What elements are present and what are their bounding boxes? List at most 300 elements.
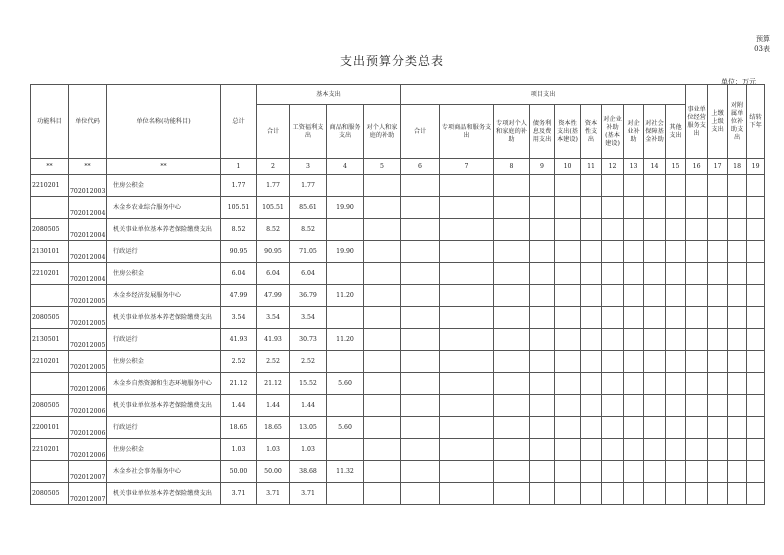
empty-cell	[401, 241, 440, 263]
empty-cell	[624, 351, 644, 373]
empty-cell	[686, 395, 708, 417]
serial-cell: 5	[364, 159, 401, 175]
empty-cell	[555, 351, 581, 373]
empty-cell	[747, 329, 765, 351]
unit-name-cell: 机关事业单位基本养老保险缴费支出	[107, 483, 221, 505]
empty-cell	[644, 241, 666, 263]
empty-cell	[666, 417, 686, 439]
goods-services-cell	[327, 307, 364, 329]
empty-cell	[494, 483, 530, 505]
header-total: 总计	[221, 85, 257, 159]
total-cell: 47.99	[221, 285, 257, 307]
unit-name-cell: 机关事业单位基本养老保险缴费支出	[107, 307, 221, 329]
empty-cell	[708, 373, 728, 395]
serial-cell: 2	[257, 159, 290, 175]
total-cell: 90.95	[221, 241, 257, 263]
empty-cell	[708, 307, 728, 329]
goods-services-cell: 11.20	[327, 329, 364, 351]
empty-cell	[624, 241, 644, 263]
header-func-code: 功能科目	[31, 85, 69, 159]
header-project-8: 对社会保障基金补助	[644, 105, 666, 159]
empty-cell	[401, 373, 440, 395]
empty-cell	[686, 417, 708, 439]
empty-cell	[530, 175, 555, 197]
header-tail-2: 对附属单位补助支出	[728, 85, 747, 159]
empty-cell	[494, 351, 530, 373]
serial-cell: **	[107, 159, 221, 175]
unit-code-cell: 702012006	[69, 417, 107, 439]
unit-code-cell: 702012007	[69, 461, 107, 483]
unit-code-cell: 702012005	[69, 285, 107, 307]
func-code-cell: 2080505	[31, 219, 69, 241]
unit-code-cell: 702012003	[69, 175, 107, 197]
empty-cell	[364, 417, 401, 439]
empty-cell	[624, 175, 644, 197]
unit-code-cell: 702012004	[69, 219, 107, 241]
serial-cell: 4	[327, 159, 364, 175]
empty-cell	[728, 483, 747, 505]
empty-cell	[747, 373, 765, 395]
total-cell: 3.71	[221, 483, 257, 505]
table-row	[31, 373, 765, 395]
serial-cell: 12	[602, 159, 624, 175]
goods-services-cell: 5.60	[327, 417, 364, 439]
empty-cell	[581, 197, 602, 219]
empty-cell	[666, 329, 686, 351]
empty-cell	[624, 219, 644, 241]
empty-cell	[440, 285, 494, 307]
empty-cell	[602, 461, 624, 483]
table-row	[31, 351, 765, 373]
empty-cell	[644, 395, 666, 417]
expenditure-table	[30, 84, 765, 505]
empty-cell	[728, 439, 747, 461]
empty-cell	[666, 219, 686, 241]
salary-cell: 8.52	[290, 219, 327, 241]
empty-cell	[364, 395, 401, 417]
table-row	[31, 263, 765, 285]
func-code-cell: 2130101	[31, 241, 69, 263]
unit-code-cell: 702012005	[69, 307, 107, 329]
empty-cell	[747, 351, 765, 373]
func-code-cell: 2210201	[31, 351, 69, 373]
goods-services-cell: 5.60	[327, 373, 364, 395]
table-row	[31, 417, 765, 439]
table-body	[31, 175, 765, 505]
unit-name-cell: 行政运行	[107, 417, 221, 439]
func-code-cell	[31, 461, 69, 483]
header-project-2: 专项对个人和家庭的补助	[494, 105, 530, 159]
func-code-cell: 2080505	[31, 307, 69, 329]
empty-cell	[364, 241, 401, 263]
unit-name-cell: 木金乡经济发展服务中心	[107, 285, 221, 307]
empty-cell	[708, 351, 728, 373]
func-code-cell: 2210201	[31, 439, 69, 461]
func-code-cell: 2080505	[31, 483, 69, 505]
empty-cell	[708, 241, 728, 263]
empty-cell	[530, 197, 555, 219]
unit-label: 单位：万元	[721, 78, 756, 86]
empty-cell	[747, 461, 765, 483]
unit-name-cell: 行政运行	[107, 241, 221, 263]
serial-cell: 3	[290, 159, 327, 175]
empty-cell	[401, 439, 440, 461]
empty-cell	[644, 175, 666, 197]
table-row	[31, 329, 765, 351]
header-tail-3: 结转下年	[747, 85, 765, 159]
empty-cell	[728, 351, 747, 373]
empty-cell	[494, 307, 530, 329]
empty-cell	[581, 351, 602, 373]
empty-cell	[602, 373, 624, 395]
unit-name-cell: 机关事业单位基本养老保险缴费支出	[107, 395, 221, 417]
empty-cell	[686, 351, 708, 373]
salary-cell: 1.44	[290, 395, 327, 417]
empty-cell	[530, 395, 555, 417]
empty-cell	[364, 175, 401, 197]
salary-cell: 71.05	[290, 241, 327, 263]
header-project-4: 资本性支出(基本建设)	[555, 105, 581, 159]
empty-cell	[686, 373, 708, 395]
basic-total-cell: 2.52	[257, 351, 290, 373]
empty-cell	[666, 197, 686, 219]
empty-cell	[747, 417, 765, 439]
empty-cell	[728, 373, 747, 395]
empty-cell	[602, 219, 624, 241]
unit-code-cell: 702012004	[69, 241, 107, 263]
salary-cell: 3.71	[290, 483, 327, 505]
table-row	[31, 483, 765, 505]
empty-cell	[708, 285, 728, 307]
empty-cell	[494, 175, 530, 197]
empty-cell	[581, 175, 602, 197]
empty-cell	[644, 351, 666, 373]
empty-cell	[602, 285, 624, 307]
empty-cell	[530, 329, 555, 351]
empty-cell	[602, 263, 624, 285]
empty-cell	[728, 197, 747, 219]
empty-cell	[666, 439, 686, 461]
empty-cell	[602, 241, 624, 263]
total-cell: 50.00	[221, 461, 257, 483]
salary-cell: 1.77	[290, 175, 327, 197]
table-row	[31, 197, 765, 219]
empty-cell	[440, 175, 494, 197]
empty-cell	[644, 483, 666, 505]
empty-cell	[555, 461, 581, 483]
serial-cell: 11	[581, 159, 602, 175]
empty-cell	[555, 373, 581, 395]
empty-cell	[440, 329, 494, 351]
empty-cell	[401, 483, 440, 505]
empty-cell	[555, 175, 581, 197]
func-code-cell: 2210201	[31, 175, 69, 197]
empty-cell	[747, 219, 765, 241]
serial-cell: 17	[708, 159, 728, 175]
basic-total-cell: 47.99	[257, 285, 290, 307]
basic-total-cell: 3.71	[257, 483, 290, 505]
empty-cell	[555, 483, 581, 505]
func-code-cell	[31, 373, 69, 395]
empty-cell	[555, 329, 581, 351]
salary-cell: 3.54	[290, 307, 327, 329]
basic-total-cell: 1.44	[257, 395, 290, 417]
empty-cell	[644, 219, 666, 241]
empty-cell	[644, 461, 666, 483]
corner-line2: 03表	[754, 45, 770, 53]
empty-cell	[440, 461, 494, 483]
empty-cell	[401, 175, 440, 197]
empty-cell	[555, 219, 581, 241]
empty-cell	[364, 461, 401, 483]
empty-cell	[686, 307, 708, 329]
empty-cell	[747, 197, 765, 219]
empty-cell	[555, 307, 581, 329]
empty-cell	[555, 285, 581, 307]
salary-cell: 85.61	[290, 197, 327, 219]
empty-cell	[364, 197, 401, 219]
header-unit-code: 单位代码	[69, 85, 107, 159]
basic-total-cell: 41.93	[257, 329, 290, 351]
empty-cell	[440, 483, 494, 505]
empty-cell	[401, 461, 440, 483]
page-title: 支出预算分类总表	[339, 54, 444, 68]
salary-cell: 38.68	[290, 461, 327, 483]
empty-cell	[624, 329, 644, 351]
serial-cell: 15	[666, 159, 686, 175]
empty-cell	[440, 307, 494, 329]
goods-services-cell: 11.32	[327, 461, 364, 483]
empty-cell	[364, 483, 401, 505]
serial-cell: 10	[555, 159, 581, 175]
empty-cell	[747, 307, 765, 329]
empty-cell	[728, 307, 747, 329]
header-basic-0: 合计	[257, 105, 290, 159]
empty-cell	[581, 417, 602, 439]
empty-cell	[708, 263, 728, 285]
total-cell: 2.52	[221, 351, 257, 373]
empty-cell	[555, 439, 581, 461]
empty-cell	[644, 373, 666, 395]
unit-code-cell: 702012006	[69, 439, 107, 461]
empty-cell	[494, 197, 530, 219]
empty-cell	[440, 417, 494, 439]
empty-cell	[494, 395, 530, 417]
empty-cell	[494, 373, 530, 395]
serial-row	[31, 159, 765, 175]
serial-cell: **	[69, 159, 107, 175]
empty-cell	[401, 395, 440, 417]
empty-cell	[440, 197, 494, 219]
empty-cell	[624, 285, 644, 307]
table-row	[31, 241, 765, 263]
basic-total-cell: 21.12	[257, 373, 290, 395]
empty-cell	[644, 263, 666, 285]
empty-cell	[401, 417, 440, 439]
empty-cell	[530, 241, 555, 263]
empty-cell	[708, 461, 728, 483]
empty-cell	[401, 351, 440, 373]
salary-cell: 1.03	[290, 439, 327, 461]
empty-cell	[602, 197, 624, 219]
empty-cell	[530, 307, 555, 329]
empty-cell	[440, 351, 494, 373]
goods-services-cell: 19.90	[327, 241, 364, 263]
empty-cell	[708, 329, 728, 351]
empty-cell	[747, 175, 765, 197]
empty-cell	[364, 329, 401, 351]
serial-cell: 6	[401, 159, 440, 175]
unit-name-cell: 机关事业单位基本养老保险缴费支出	[107, 219, 221, 241]
empty-cell	[624, 461, 644, 483]
salary-cell: 15.52	[290, 373, 327, 395]
empty-cell	[440, 241, 494, 263]
empty-cell	[686, 285, 708, 307]
total-cell: 41.93	[221, 329, 257, 351]
serial-cell: 1	[221, 159, 257, 175]
unit-code-cell: 702012004	[69, 197, 107, 219]
empty-cell	[728, 219, 747, 241]
basic-total-cell: 8.52	[257, 219, 290, 241]
empty-cell	[686, 197, 708, 219]
basic-total-cell: 3.54	[257, 307, 290, 329]
goods-services-cell: 19.90	[327, 197, 364, 219]
goods-services-cell: 11.20	[327, 285, 364, 307]
empty-cell	[530, 263, 555, 285]
header-project-6: 对企业补助(基本建设)	[602, 105, 624, 159]
table-row	[31, 461, 765, 483]
empty-cell	[602, 351, 624, 373]
empty-cell	[747, 439, 765, 461]
empty-cell	[708, 219, 728, 241]
unit-name-cell: 行政运行	[107, 329, 221, 351]
table-row	[31, 395, 765, 417]
empty-cell	[401, 219, 440, 241]
empty-cell	[686, 483, 708, 505]
empty-cell	[440, 219, 494, 241]
header-tail-1: 上缴上级支出	[708, 85, 728, 159]
empty-cell	[581, 461, 602, 483]
empty-cell	[364, 219, 401, 241]
table-code	[754, 34, 770, 54]
empty-cell	[644, 307, 666, 329]
serial-cell: 19	[747, 159, 765, 175]
total-cell: 105.51	[221, 197, 257, 219]
func-code-cell: 2130501	[31, 329, 69, 351]
total-cell: 6.04	[221, 263, 257, 285]
empty-cell	[602, 175, 624, 197]
empty-cell	[728, 395, 747, 417]
empty-cell	[666, 263, 686, 285]
basic-total-cell: 90.95	[257, 241, 290, 263]
empty-cell	[708, 483, 728, 505]
empty-cell	[728, 417, 747, 439]
empty-cell	[747, 241, 765, 263]
serial-cell: 16	[686, 159, 708, 175]
header-basic-3: 对个人和家庭的补助	[364, 105, 401, 159]
empty-cell	[494, 329, 530, 351]
empty-cell	[644, 285, 666, 307]
serial-cell: 7	[440, 159, 494, 175]
empty-cell	[728, 285, 747, 307]
total-cell: 18.65	[221, 417, 257, 439]
empty-cell	[530, 439, 555, 461]
empty-cell	[666, 461, 686, 483]
unit-name-cell: 住房公积金	[107, 439, 221, 461]
unit-code-cell: 702012006	[69, 395, 107, 417]
empty-cell	[644, 197, 666, 219]
unit-name-cell: 木金乡社会事务服务中心	[107, 461, 221, 483]
table-row	[31, 219, 765, 241]
empty-cell	[728, 175, 747, 197]
empty-cell	[440, 439, 494, 461]
table-row	[31, 307, 765, 329]
header-project-0: 合计	[401, 105, 440, 159]
func-code-cell: 2080505	[31, 395, 69, 417]
table-row	[31, 285, 765, 307]
empty-cell	[624, 307, 644, 329]
empty-cell	[555, 241, 581, 263]
salary-cell: 6.04	[290, 263, 327, 285]
empty-cell	[401, 307, 440, 329]
empty-cell	[401, 329, 440, 351]
header-project-9: 其他支出	[666, 105, 686, 159]
header-basic-2: 商品和服务支出	[327, 105, 364, 159]
empty-cell	[624, 483, 644, 505]
empty-cell	[666, 395, 686, 417]
header-tail-0: 事业单位经营服务支出	[686, 85, 708, 159]
empty-cell	[686, 263, 708, 285]
empty-cell	[666, 241, 686, 263]
salary-cell: 2.52	[290, 351, 327, 373]
header-unit-name: 单位名称(功能科目)	[107, 85, 221, 159]
empty-cell	[686, 219, 708, 241]
empty-cell	[530, 461, 555, 483]
empty-cell	[364, 351, 401, 373]
empty-cell	[644, 329, 666, 351]
serial-cell: 13	[624, 159, 644, 175]
empty-cell	[530, 351, 555, 373]
empty-cell	[581, 241, 602, 263]
empty-cell	[602, 417, 624, 439]
header-project-7: 对企业补助	[624, 105, 644, 159]
empty-cell	[602, 439, 624, 461]
func-code-cell: 2200101	[31, 417, 69, 439]
empty-cell	[364, 373, 401, 395]
serial-cell: **	[31, 159, 69, 175]
empty-cell	[555, 395, 581, 417]
empty-cell	[494, 241, 530, 263]
empty-cell	[728, 241, 747, 263]
empty-cell	[708, 175, 728, 197]
empty-cell	[530, 417, 555, 439]
empty-cell	[666, 351, 686, 373]
empty-cell	[581, 219, 602, 241]
empty-cell	[624, 417, 644, 439]
empty-cell	[747, 395, 765, 417]
goods-services-cell	[327, 263, 364, 285]
empty-cell	[666, 175, 686, 197]
func-code-cell	[31, 285, 69, 307]
empty-cell	[666, 307, 686, 329]
empty-cell	[494, 461, 530, 483]
empty-cell	[401, 197, 440, 219]
empty-cell	[530, 373, 555, 395]
basic-total-cell: 1.77	[257, 175, 290, 197]
empty-cell	[581, 373, 602, 395]
empty-cell	[666, 285, 686, 307]
empty-cell	[440, 395, 494, 417]
